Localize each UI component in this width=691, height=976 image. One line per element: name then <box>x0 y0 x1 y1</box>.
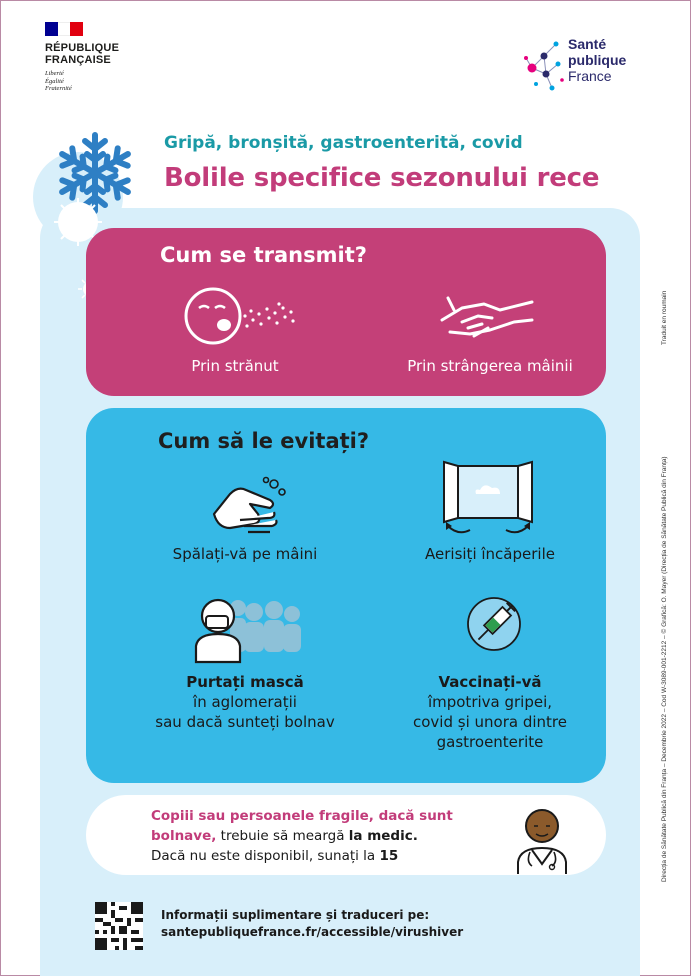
vaccinate-label-line2: împotriva gripei, <box>427 693 553 711</box>
spf-line1: Santé <box>568 36 607 52</box>
emergency-number: 15 <box>379 848 399 864</box>
translation-note: Traduit en roumain <box>661 290 668 345</box>
syringe-icon <box>466 596 522 652</box>
sante-publique-france-logo <box>522 34 652 96</box>
republic-name <box>45 42 155 66</box>
doctor-icon <box>512 804 572 874</box>
more-info-label: Informații suplimentare și traduceri pe: <box>161 908 430 922</box>
doctor-advice-must-go: trebuie să meargă <box>216 828 349 844</box>
ventilate-label: Aerisiți încăperile <box>425 545 555 563</box>
page-title: Bolile specifice sezonului rece <box>164 163 600 193</box>
transmission-heading: Cum se transmit? <box>160 243 367 267</box>
spf-line2: publique <box>568 52 627 68</box>
republique-francaise-logo <box>45 22 155 93</box>
handwash-icon <box>210 474 290 536</box>
mask-label-line3: sau dacă sunteți bolnav <box>155 713 335 731</box>
prevention-heading: Cum să le evitați? <box>158 429 370 453</box>
doctor-advice-to-doctor: la medic. <box>348 828 418 844</box>
mask-label-line2: în aglomerații <box>193 693 297 711</box>
qr-code[interactable] <box>95 902 143 950</box>
republic-name-line1: RÉPUBLIQUE <box>45 42 120 54</box>
mask-icon <box>194 594 304 664</box>
spf-line3: France <box>568 68 612 84</box>
spf-wordmark <box>568 36 626 84</box>
french-flag-icon <box>45 22 83 36</box>
credits-note: Direcția de Sănătate Publică din Franța – Decembrie 2022 – Cod W-3089-001-2212 – © Grafică: O. Mayer (Direcția de Sănătate Publică din Franța) <box>661 456 668 882</box>
network-dots-icon <box>522 34 568 96</box>
motto-egalite: Égalité <box>45 77 64 85</box>
doctor-advice-call: Dacă nu este disponibil, sunați la <box>151 848 380 864</box>
mask-label-line1: Purtați mască <box>186 673 304 691</box>
doctor-advice-line1: Copiii sau persoanele fragile, dacă sunt <box>151 808 453 824</box>
motto-fraternite: Fraternité <box>45 85 72 92</box>
motto-liberte: Liberté <box>45 70 64 77</box>
vaccinate-label-line4: gastroenterite <box>436 733 544 751</box>
vaccinate-label <box>380 672 600 752</box>
diseases-subtitle: Gripă, bronșită, gastroenterită, covid <box>164 133 523 153</box>
republic-motto <box>45 70 155 93</box>
doctor-advice-sick: bolnave, <box>151 828 217 844</box>
sneeze-icon <box>183 286 301 346</box>
vaccinate-label-line3: covid și unora dintre <box>413 713 567 731</box>
mask-label <box>140 672 350 732</box>
more-info-url[interactable]: santepubliquefrance.fr/accessible/virushiver <box>161 925 464 939</box>
doctor-advice <box>151 806 453 866</box>
republic-name-line2: FRANÇAISE <box>45 54 111 66</box>
handshake-icon <box>440 292 536 344</box>
window-icon <box>440 460 536 536</box>
vaccinate-label-line1: Vaccinați-vă <box>438 673 542 691</box>
handwash-label: Spălați-vă pe mâini <box>172 545 318 563</box>
handshake-label: Prin strângerea mâinii <box>407 357 573 375</box>
sneeze-label: Prin strănut <box>191 357 279 375</box>
